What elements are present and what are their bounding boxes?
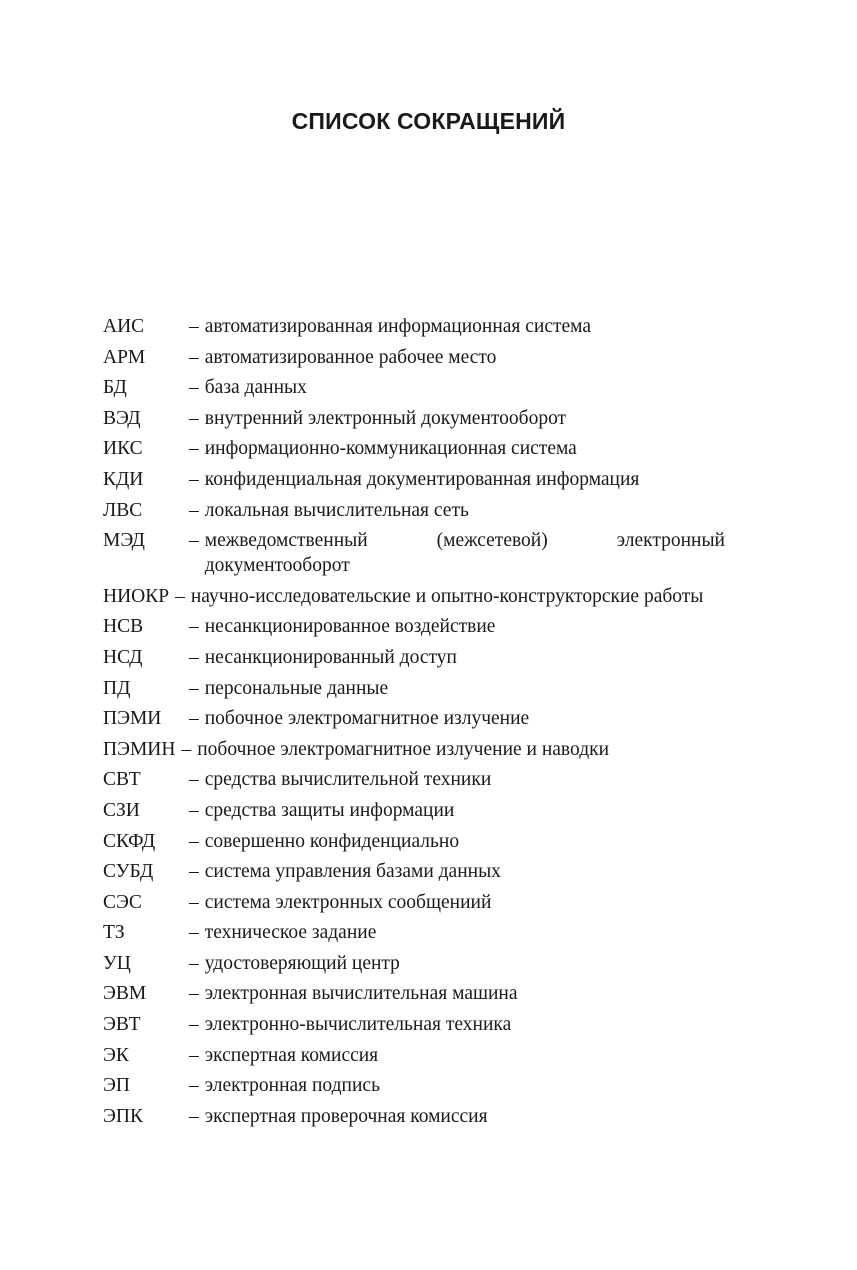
abbreviation: ЭП [103, 1075, 130, 1097]
abbreviation: НСВ [103, 616, 144, 638]
list-item [103, 311, 725, 342]
dash: – [189, 983, 199, 1005]
definition: система электронных сообщениий [204, 891, 492, 913]
definition: локальная вычислительная сеть [204, 499, 469, 521]
abbreviation: СУБД [103, 861, 154, 883]
dash: – [189, 861, 199, 883]
dash: – [189, 1044, 199, 1066]
definition: электронно-вычислительная техника [204, 1014, 512, 1036]
definition: средства защиты информации [204, 799, 455, 821]
dash: – [189, 346, 199, 368]
dash: – [189, 1014, 199, 1036]
definition: совершенно конфиденциально [204, 830, 460, 852]
page-title: СПИСОК СОКРАЩЕНИЙ [291, 108, 566, 134]
dash: – [189, 377, 199, 399]
dash: – [189, 499, 199, 521]
abbreviation: ВЭД [103, 407, 141, 429]
abbreviation: НИОКР [103, 585, 170, 607]
definition: информационно-коммуникационная система [204, 438, 577, 460]
dash: – [189, 952, 199, 974]
definition: экспертная проверочная комиссия [204, 1105, 488, 1127]
abbreviation: ТЗ [103, 922, 125, 944]
dash: – [189, 708, 199, 730]
definition: экспертная комиссия [204, 1044, 379, 1066]
definition: техническое задание [204, 922, 377, 944]
list-item [103, 1009, 725, 1040]
dash: – [189, 468, 199, 490]
abbreviation: УЦ [103, 952, 131, 974]
abbreviation: СКФД [103, 830, 156, 852]
dash: – [189, 407, 199, 429]
list-item [103, 1040, 725, 1071]
definition: научно-исследовательские и опытно-конструкторские работы [190, 585, 704, 607]
dash: – [175, 585, 185, 607]
definition: электронная вычислительная машина [204, 983, 518, 1005]
dash: – [189, 616, 199, 638]
abbreviation: СВТ [103, 769, 141, 791]
definition: побочное электромагнитное излучение [204, 708, 530, 730]
dash: – [181, 738, 192, 760]
list-item [103, 917, 725, 948]
dash: – [189, 922, 199, 944]
list-item [103, 403, 725, 434]
abbreviation: ЭПК [103, 1105, 143, 1127]
dash: – [189, 530, 199, 552]
list-item [103, 525, 725, 581]
abbreviation: ПЭМИН [103, 738, 176, 760]
dash: – [189, 677, 199, 699]
definition: конфиденциальная документированная информация [204, 468, 640, 490]
definition: база данных [204, 377, 307, 399]
list-item [103, 342, 725, 373]
list-item [103, 1070, 725, 1101]
abbreviation: ЭВМ [103, 983, 147, 1005]
list-item [103, 673, 725, 704]
abbreviation: СЭС [103, 891, 142, 913]
list-item [103, 703, 725, 734]
definition: автоматизированная информационная система [204, 316, 592, 337]
definition: несанкционированный доступ [204, 646, 457, 668]
abbreviation: ЛВС [103, 499, 143, 521]
definition: система управления базами данных [204, 861, 501, 883]
list-item [103, 764, 725, 795]
abbreviation-list [103, 311, 725, 1131]
list-item [103, 1101, 725, 1132]
definition: удостоверяющий центр [204, 952, 400, 974]
abbreviation: БД [103, 377, 127, 399]
definition: внутренний электронный документооборот [204, 407, 567, 429]
list-item [103, 611, 725, 642]
list-item [103, 887, 725, 918]
definition: средства вычислительной техники [204, 769, 492, 791]
abbreviation: АИС [103, 316, 145, 337]
abbreviation: ИКС [103, 438, 143, 460]
definition: несанкционированное воздействие [204, 616, 496, 638]
definition: персональные данные [204, 677, 389, 699]
list-item [103, 826, 725, 857]
list-item [103, 372, 725, 403]
abbreviation: МЭД [103, 530, 145, 552]
abbreviation: АРМ [103, 346, 146, 368]
abbreviation: КДИ [103, 468, 144, 490]
dash: – [189, 891, 199, 913]
definition: электронная подпись [204, 1075, 380, 1097]
abbreviation: ЭВТ [103, 1014, 141, 1036]
abbreviation: НСД [103, 646, 143, 668]
list-item [103, 581, 725, 612]
list-item [103, 978, 725, 1009]
list-item [103, 734, 725, 765]
dash: – [189, 769, 199, 791]
dash: – [189, 646, 199, 668]
list-item [103, 433, 725, 464]
dash: – [189, 799, 199, 821]
dash: – [189, 1105, 199, 1127]
abbreviation: ПД [103, 677, 131, 699]
definition: межведомственный (межсетевой) электронный документооборот [204, 530, 725, 577]
list-item [103, 856, 725, 887]
definition: побочное электромагнитное излучение и наводки [197, 738, 610, 760]
dash: – [189, 316, 199, 337]
definition: автоматизированное рабочее место [204, 346, 497, 368]
list-item [103, 495, 725, 526]
dash: – [189, 830, 199, 852]
list-item [103, 642, 725, 673]
list-item [103, 795, 725, 826]
list-item [103, 464, 725, 495]
abbreviation: ПЭМИ [103, 708, 162, 730]
abbreviation: ЭК [103, 1044, 129, 1066]
dash: – [189, 438, 199, 460]
abbreviation: СЗИ [103, 799, 140, 821]
list-item [103, 948, 725, 979]
dash: – [189, 1075, 199, 1097]
